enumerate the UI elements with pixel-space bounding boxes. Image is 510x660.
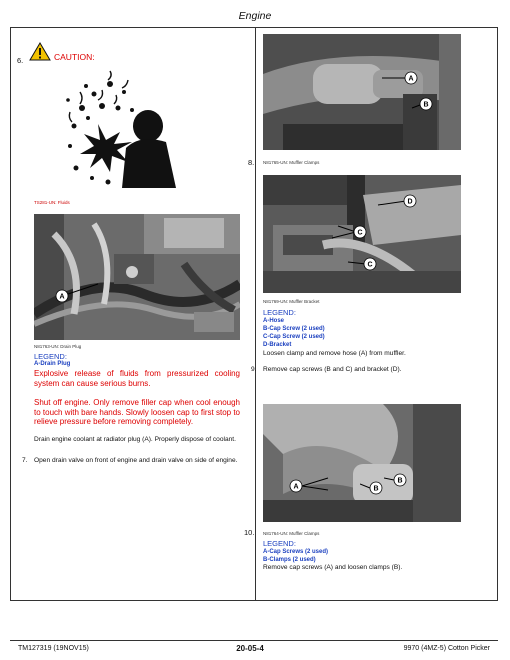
callout-b-clamps-1: [360, 480, 384, 496]
callout-a-cap-screws: [288, 474, 332, 496]
step-8-number: 8.: [248, 158, 255, 167]
callout-c-label-1: C: [357, 229, 363, 237]
muffler-clamps-photo-1: [263, 34, 461, 150]
muffler-clamps-photo-2: [263, 404, 461, 522]
callout-b-cap-screw-label: B: [423, 101, 429, 109]
callout-b-cap-screw: [410, 96, 434, 112]
callout-a-cap-screws-label: A: [293, 483, 299, 491]
n81763-figure-caption: N81763-UN: Drain Plug: [34, 344, 82, 349]
footer-rule: [10, 640, 498, 641]
legend-3-item-a: A-Cap Screws (2 used): [263, 549, 329, 555]
footer-document-id: TM127319 (19NOV15): [18, 645, 89, 652]
callout-d-label: D: [407, 198, 413, 206]
step-9-text: Remove cap screws (B and C) and bracket (D).: [263, 366, 402, 373]
drain-plug-photo: [34, 214, 240, 340]
callout-c-cap-screw-1: [330, 222, 370, 242]
footer-page-number: 20-05-4: [236, 644, 264, 653]
footer-product: 9970 (4MZ-5) Cotton Picker: [403, 645, 490, 652]
legend-3-item-b: B-Clamps (2 used): [263, 557, 316, 563]
n81769-figure-caption: N81769-UN: Muffler Bracket: [263, 299, 320, 304]
callout-a-hose-label: A: [408, 75, 414, 83]
legend-2-item-a: A-Hose: [263, 318, 285, 324]
caution-triangle-icon: [29, 42, 51, 61]
fluids-hazard-illustration: [62, 70, 180, 188]
ts281-figure-caption: TS281-UN: Fluids: [34, 200, 70, 205]
callout-c-label-2: C: [367, 261, 373, 269]
legend-2-item-c: C-Cap Screw (2 used): [263, 334, 325, 340]
legend-3-title: LEGEND:: [263, 539, 296, 548]
legend-2-title: LEGEND:: [263, 308, 296, 317]
remove-cap-screws-text: Remove cap screws (A) and loosen clamps (B).: [263, 564, 403, 571]
loosen-clamp-text: Loosen clamp and remove hose (A) from muffler.: [263, 350, 406, 357]
step-9-number: 9.: [251, 366, 257, 373]
legend-2-item-b: B-Cap Screw (2 used): [263, 326, 325, 332]
drain-coolant-text: Drain engine coolant at radiator plug (A). Properly dispose of coolant.: [34, 436, 236, 443]
callout-a-label: A: [59, 293, 65, 301]
page-header-title: Engine: [238, 10, 272, 22]
warning-shut-off-engine: Shut off engine. Only remove filler cap when cool enough to touch with bare hands. Slowly loosen cap to first stop to relieve pressure before removing completely.: [34, 398, 240, 427]
step-7-text: Open drain valve on front of engine and drain valve on side of engine.: [34, 457, 238, 464]
legend-1-title: LEGEND:: [34, 352, 67, 361]
legend-2-item-d: D-Bracket: [263, 342, 292, 348]
n81765-figure-caption: N81765-UN: Muffler Clamps: [263, 160, 320, 165]
warning-pressurized-cooling: Explosive release of fluids from pressurized cooling system can cause serious burns.: [34, 369, 240, 388]
caution-word: CAUTION:: [54, 52, 95, 62]
callout-a-drain-plug: [52, 282, 102, 302]
step-10-number: 10.: [244, 528, 255, 537]
callout-b-clamps-label-1: B: [373, 485, 379, 493]
callout-b-clamps-label-2: B: [397, 477, 403, 485]
callout-c-cap-screw-2: [346, 256, 382, 272]
legend-1-item-a: A-Drain Plug: [34, 361, 71, 367]
step-7-number: 7.: [22, 457, 28, 464]
callout-d-bracket: [376, 193, 422, 209]
callout-a-hose: [380, 70, 420, 86]
step-6-number: 6.: [17, 56, 24, 65]
column-divider: [255, 27, 256, 601]
n81764-figure-caption: N81764-UN: Muffler Clamps: [263, 531, 320, 536]
callout-b-clamps-2: [384, 472, 408, 488]
